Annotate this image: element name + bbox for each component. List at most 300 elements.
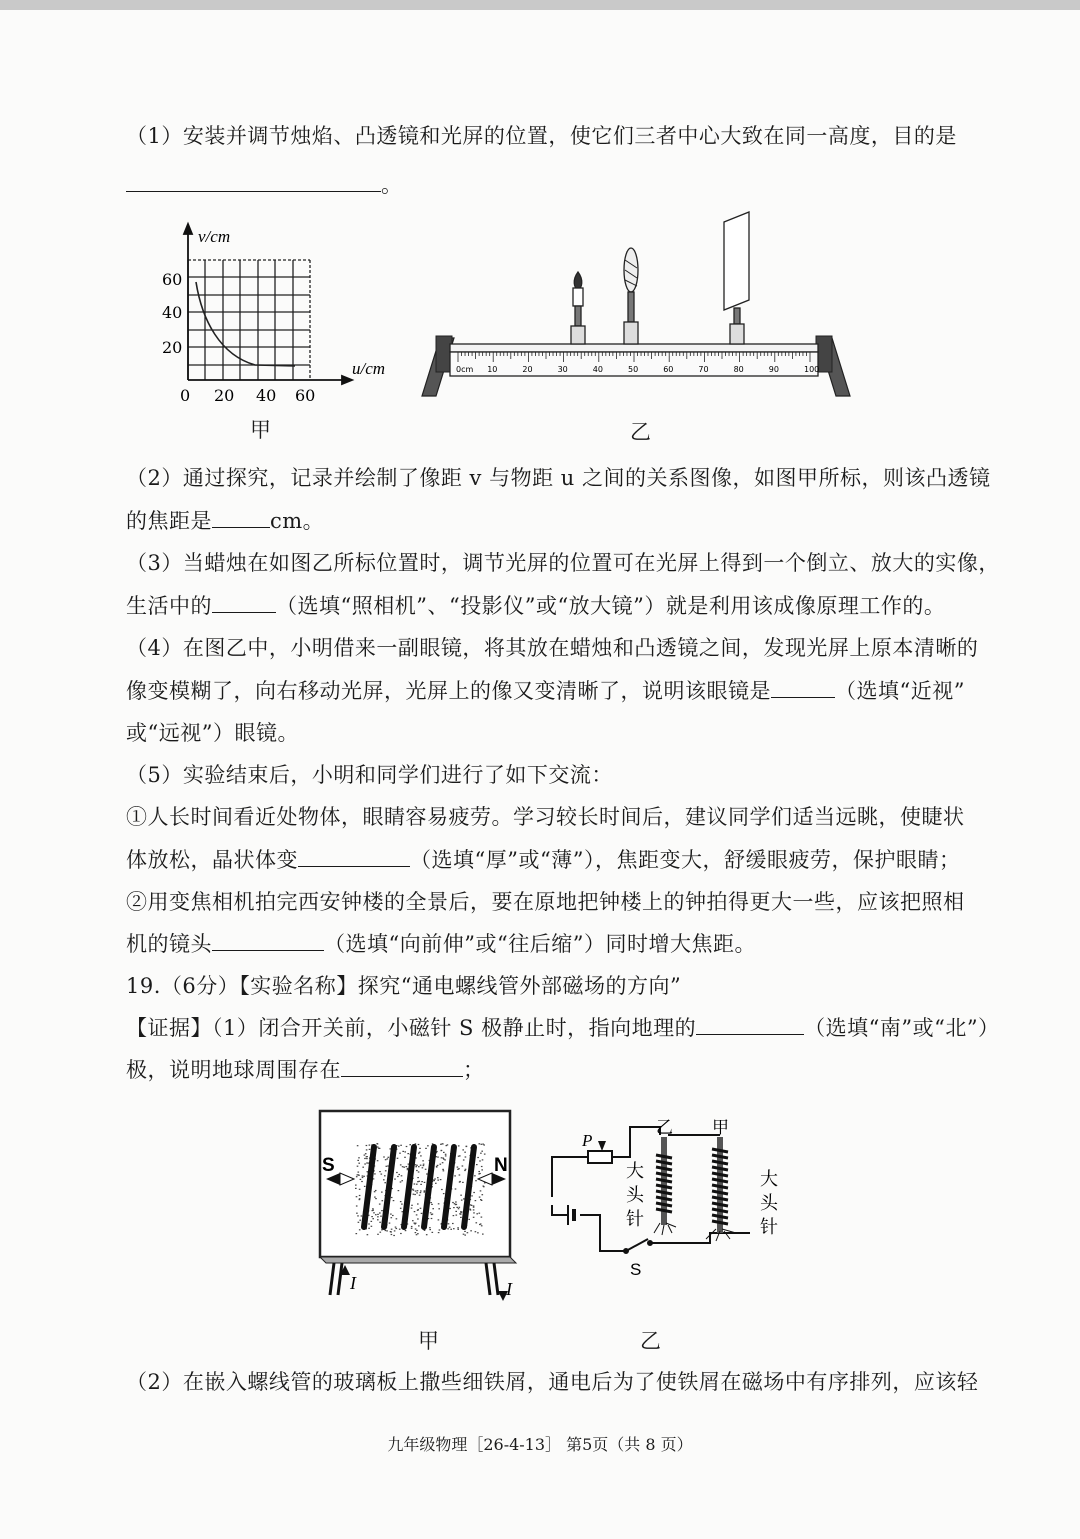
ruler-label: 70 <box>698 365 709 374</box>
iron-filing <box>369 1145 371 1146</box>
iron-filing <box>411 1205 413 1206</box>
answer-blank[interactable] <box>771 677 835 698</box>
iron-filing <box>420 1192 422 1193</box>
iron-filing <box>476 1222 478 1223</box>
iron-filing <box>366 1145 368 1146</box>
iron-filing <box>402 1166 404 1167</box>
pins-right-char: 头 <box>760 1193 778 1214</box>
iron-filing <box>398 1146 400 1147</box>
answer-blank[interactable] <box>298 846 410 867</box>
iron-filing <box>440 1144 442 1145</box>
iron-filing <box>386 1166 388 1167</box>
q18-part2-line2: 的焦距是 cm。 <box>126 509 325 533</box>
iron-filing <box>483 1144 485 1145</box>
iron-filing <box>411 1208 413 1209</box>
iron-filing <box>460 1214 462 1215</box>
coil-turn <box>656 1209 672 1212</box>
iron-filing <box>430 1212 432 1213</box>
iron-filing <box>453 1207 455 1208</box>
iron-filing <box>463 1234 465 1235</box>
iron-filing <box>391 1229 393 1230</box>
iron-filing <box>420 1190 422 1191</box>
iron-filing <box>481 1166 483 1167</box>
iron-filing <box>377 1146 379 1147</box>
iron-filing <box>420 1184 422 1185</box>
iron-filing <box>382 1200 384 1201</box>
iron-filing <box>366 1162 368 1163</box>
solenoid-board <box>300 1105 530 1305</box>
iron-filing <box>417 1233 419 1234</box>
iron-filing <box>457 1167 459 1168</box>
iron-filing <box>398 1190 400 1191</box>
iron-filing <box>426 1234 428 1235</box>
iron-filing <box>426 1173 428 1174</box>
iron-filing <box>452 1223 454 1224</box>
pins-right-char: 大 <box>760 1169 778 1190</box>
iron-filing <box>377 1219 379 1220</box>
coil-turn <box>656 1197 672 1200</box>
iron-filing <box>358 1172 360 1173</box>
iron-filing <box>383 1179 385 1180</box>
iron-filing <box>469 1209 471 1210</box>
iron-filing <box>464 1152 466 1153</box>
iron-filing <box>439 1229 441 1230</box>
pins-left-char: 大 <box>626 1161 644 1182</box>
iron-filing <box>473 1212 475 1213</box>
iron-filing <box>379 1222 381 1223</box>
iron-filing <box>465 1156 467 1157</box>
iron-filing <box>369 1149 371 1150</box>
iron-filing <box>420 1155 422 1156</box>
iron-filing <box>475 1200 477 1201</box>
coil-turn <box>712 1215 728 1218</box>
iron-filing <box>457 1227 459 1228</box>
answer-blank[interactable] <box>341 1056 463 1077</box>
iron-filing <box>422 1167 424 1168</box>
coil-turn <box>712 1167 728 1170</box>
iron-filing <box>407 1169 409 1170</box>
iron-filing <box>393 1200 395 1201</box>
iron-filing <box>377 1216 379 1217</box>
iron-filing <box>418 1225 420 1226</box>
iron-filing <box>458 1208 460 1209</box>
coil-turn <box>656 1167 672 1170</box>
iron-filing <box>415 1232 417 1233</box>
iron-filing <box>363 1176 365 1177</box>
iron-filing <box>374 1197 376 1198</box>
iron-filing <box>359 1229 361 1230</box>
iron-filing <box>389 1223 391 1224</box>
iron-filing <box>450 1229 452 1230</box>
iron-filing <box>399 1229 401 1230</box>
answer-blank[interactable] <box>212 592 276 613</box>
ruler-label: 20 <box>522 365 533 374</box>
iron-filing <box>358 1174 360 1175</box>
iron-filing <box>457 1229 459 1230</box>
answer-blank[interactable] <box>212 507 270 528</box>
coil-right <box>706 1137 736 1241</box>
q18-part5-line5: 机的镜头 （选填“向前伸”或“往后缩”）同时增大焦距。 <box>126 932 756 956</box>
iron-filing <box>357 1166 359 1167</box>
answer-blank[interactable] <box>696 1014 804 1035</box>
iron-filing <box>397 1176 399 1177</box>
iron-filing <box>481 1200 483 1201</box>
rheostat-slider <box>598 1141 606 1151</box>
iron-filing <box>362 1177 364 1178</box>
iron-filing <box>429 1227 431 1228</box>
coil-turn <box>712 1221 728 1224</box>
iron-filing <box>388 1157 390 1158</box>
iron-filing <box>455 1204 457 1205</box>
iron-filing <box>435 1183 437 1184</box>
iron-filing <box>403 1167 405 1168</box>
iron-filing <box>375 1198 377 1199</box>
iron-filing <box>465 1169 467 1170</box>
ruler-label: 60 <box>663 365 674 374</box>
iron-filing <box>396 1172 398 1173</box>
iron-filing <box>412 1189 414 1190</box>
iron-filing <box>417 1203 419 1204</box>
iron-filing <box>429 1229 431 1230</box>
q18-part1-answer-line: 。 <box>126 170 403 200</box>
iron-filing <box>460 1217 462 1218</box>
iron-filing <box>362 1167 364 1168</box>
iron-filing <box>473 1205 475 1206</box>
iron-filing <box>379 1212 381 1213</box>
iron-filing <box>475 1231 477 1232</box>
iron-filing <box>432 1232 434 1233</box>
q18-part5-line4: ②用变焦相机拍完西安钟楼的全景后，要在原地把钟楼上的钟拍得更大一些，应该把照相 <box>126 890 965 914</box>
iron-filing <box>377 1234 379 1235</box>
iron-filing <box>406 1166 408 1167</box>
iron-filing <box>372 1208 374 1209</box>
coil-turn <box>656 1155 672 1158</box>
coil-turn <box>712 1161 728 1164</box>
iron-filing <box>400 1233 402 1234</box>
iron-filing <box>464 1235 466 1236</box>
iron-filing <box>359 1195 361 1196</box>
iron-filing <box>414 1183 416 1184</box>
graph-xlabel: u/cm <box>352 359 386 378</box>
iron-filing <box>391 1197 393 1198</box>
q18-part5-line1: （5）实验结束后，小明和同学们进行了如下交流： <box>126 763 613 787</box>
iron-filing <box>481 1217 483 1218</box>
iron-filing <box>456 1207 458 1208</box>
ruler-label: 30 <box>557 365 568 374</box>
iron-filing <box>415 1223 417 1224</box>
iron-filing <box>459 1182 461 1183</box>
pole-label-n: N <box>494 1155 508 1176</box>
iron-filing <box>386 1230 388 1231</box>
iron-filing <box>373 1212 375 1213</box>
iron-filing <box>474 1175 476 1176</box>
iron-filing <box>355 1188 357 1189</box>
iron-filing <box>357 1145 359 1146</box>
iron-filing <box>432 1208 434 1209</box>
iron-filing <box>420 1208 422 1209</box>
answer-blank[interactable] <box>126 171 381 192</box>
iron-filing <box>445 1154 447 1155</box>
coil-turn <box>656 1179 672 1182</box>
iron-filing <box>473 1192 475 1193</box>
iron-filing <box>479 1160 481 1161</box>
iron-filing <box>401 1204 403 1205</box>
coil-turn <box>712 1203 728 1206</box>
iron-filing <box>391 1234 393 1235</box>
iron-filing <box>445 1155 447 1156</box>
light-screen <box>724 212 749 344</box>
iron-filing <box>453 1228 455 1229</box>
iron-filing <box>356 1213 358 1214</box>
iron-filing <box>368 1223 370 1224</box>
iron-filing <box>419 1181 421 1182</box>
iron-filing <box>416 1184 418 1185</box>
bench-caption: 乙 <box>630 420 651 444</box>
circuit-caption: 乙 <box>640 1329 661 1353</box>
ruler-label: 80 <box>733 365 744 374</box>
iron-filing <box>368 1228 370 1229</box>
iron-filing <box>432 1214 434 1215</box>
iron-filing <box>438 1203 440 1204</box>
iron-filing <box>400 1181 402 1182</box>
iron-filing <box>437 1180 439 1181</box>
iron-filing <box>424 1182 426 1183</box>
iron-filing <box>416 1165 418 1166</box>
iron-filing <box>443 1152 445 1153</box>
iron-filing <box>441 1189 443 1190</box>
iron-filing <box>466 1146 468 1147</box>
iron-filing <box>377 1214 379 1215</box>
iron-filing <box>366 1158 368 1159</box>
iron-filing <box>436 1166 438 1167</box>
iron-filing <box>398 1174 400 1175</box>
coil-turn <box>656 1203 672 1206</box>
q18-part4-line1: （4）在图乙中，小明借来一副眼镜，将其放在蜡烛和凸透镜之间，发现光屏上原本清晰的 <box>126 636 979 660</box>
iron-filing <box>462 1182 464 1183</box>
battery <box>568 1205 574 1225</box>
coil-turn <box>712 1149 728 1152</box>
iron-filing <box>483 1186 485 1187</box>
iron-filing <box>463 1198 465 1199</box>
iron-filing <box>437 1157 439 1158</box>
iron-filing <box>358 1163 360 1164</box>
coil-left <box>654 1137 676 1235</box>
iron-filing <box>380 1216 382 1217</box>
iron-filing <box>364 1163 366 1164</box>
iron-filing <box>454 1175 456 1176</box>
pins-right-char: 针 <box>760 1217 778 1238</box>
iron-filing <box>392 1215 394 1216</box>
graph-xtick: 60 <box>295 386 316 405</box>
iron-filing <box>396 1228 398 1229</box>
board-edge <box>320 1257 516 1263</box>
current-in-label: I <box>350 1273 356 1293</box>
iron-filing <box>473 1209 475 1210</box>
iron-filing <box>418 1144 420 1145</box>
iron-filing <box>431 1218 433 1219</box>
coil-turn <box>712 1179 728 1182</box>
iron-filing <box>433 1179 435 1180</box>
ruler-label: 10 <box>487 365 498 374</box>
q18-part3-line1: （3）当蜡烛在如图乙所标位置时，调节光屏的位置可在光屏上得到一个倒立、放大的实像， <box>126 551 1000 575</box>
iron-filing <box>355 1185 357 1186</box>
iron-filing <box>446 1145 448 1146</box>
iron-filing <box>391 1217 393 1218</box>
iron-filing <box>356 1176 358 1177</box>
iron-filing <box>416 1192 418 1193</box>
iron-filing <box>458 1145 460 1146</box>
iron-filing <box>372 1210 374 1211</box>
iron-filing <box>394 1179 396 1180</box>
iron-filing <box>452 1202 454 1203</box>
iron-filing <box>461 1200 463 1201</box>
iron-filing <box>443 1193 445 1194</box>
iron-filing <box>401 1180 403 1181</box>
iron-filing <box>381 1210 383 1211</box>
iron-filing <box>464 1170 466 1171</box>
iron-filing <box>440 1164 442 1165</box>
coil-turn <box>712 1197 728 1200</box>
candle <box>571 272 585 344</box>
iron-filing <box>468 1219 470 1220</box>
iron-filing <box>471 1195 473 1196</box>
iron-filing <box>442 1143 444 1144</box>
coil-turn <box>712 1173 728 1176</box>
iron-filing <box>484 1154 486 1155</box>
iron-filing <box>396 1218 398 1219</box>
iron-filing <box>449 1208 451 1209</box>
iron-filing <box>462 1165 464 1166</box>
iron-filing <box>407 1153 409 1154</box>
iron-filing <box>374 1191 376 1192</box>
iron-filing <box>462 1149 464 1150</box>
pins-left-char: 头 <box>626 1185 644 1206</box>
iron-filing <box>477 1232 479 1233</box>
iron-filing <box>385 1230 387 1231</box>
iron-filing <box>416 1234 418 1235</box>
iron-filing <box>375 1190 377 1191</box>
iron-filing <box>416 1230 418 1231</box>
iron-filing <box>356 1196 358 1197</box>
graph-ytick: 60 <box>162 270 183 289</box>
iron-filing <box>421 1181 423 1182</box>
q18-part4-line2: 像变模糊了，向右移动光屏，光屏上的像又变清晰了，说明该眼镜是 （选填“近视” <box>126 679 965 703</box>
iron-filing <box>479 1213 481 1214</box>
iron-filing <box>359 1220 361 1221</box>
iron-filing <box>404 1151 406 1152</box>
q18-part5-line3: 体放松，晶状体变 （选填“厚”或“薄”），焦距变大，舒缓眼疲劳，保护眼睛； <box>126 848 961 872</box>
iron-filing <box>407 1168 409 1169</box>
iron-filing <box>419 1148 421 1149</box>
iron-filing <box>479 1224 481 1225</box>
iron-filing <box>364 1155 366 1156</box>
iron-filing <box>470 1230 472 1231</box>
iron-filing <box>447 1228 449 1229</box>
iron-filing <box>478 1173 480 1174</box>
switch <box>624 1239 652 1253</box>
top-frame-bar <box>0 0 1080 10</box>
iron-filing <box>425 1169 427 1170</box>
iron-filing <box>442 1169 444 1170</box>
rheostat <box>588 1151 612 1163</box>
graph-xtick: 0 <box>180 386 191 405</box>
iron-filing <box>356 1205 358 1206</box>
ruler-label: 50 <box>628 365 639 374</box>
iron-filing <box>371 1226 373 1227</box>
iron-filing <box>460 1195 462 1196</box>
iron-filing <box>458 1168 460 1169</box>
iron-filing <box>430 1202 432 1203</box>
answer-blank[interactable] <box>212 930 324 951</box>
iron-filing <box>477 1157 479 1158</box>
iron-filing <box>455 1188 457 1189</box>
graph-v-vs-u <box>150 220 410 415</box>
iron-filing <box>455 1211 457 1212</box>
iron-filing <box>385 1159 387 1160</box>
iron-filing <box>476 1213 478 1214</box>
iron-filing <box>434 1178 436 1179</box>
iron-filing <box>371 1216 373 1217</box>
iron-filing <box>470 1204 472 1205</box>
iron-filing <box>423 1164 425 1165</box>
iron-filing <box>415 1166 417 1167</box>
iron-filing <box>440 1179 442 1180</box>
current-out-label: I <box>506 1279 512 1299</box>
iron-filing <box>414 1223 416 1224</box>
iron-filing <box>399 1153 401 1154</box>
iron-filing <box>449 1227 451 1228</box>
rheostat-label: P <box>582 1131 593 1150</box>
iron-filing <box>361 1215 363 1216</box>
iron-filing <box>464 1231 466 1232</box>
iron-filing <box>427 1145 429 1146</box>
optical-bench <box>418 208 858 408</box>
iron-filing <box>412 1220 414 1221</box>
iron-filing <box>367 1234 369 1235</box>
iron-filing <box>364 1158 366 1159</box>
iron-filing <box>411 1228 413 1229</box>
iron-filing <box>482 1194 484 1195</box>
iron-filing <box>441 1157 443 1158</box>
iron-filing <box>384 1175 386 1176</box>
q19-evidence-line2: 极，说明地球周围存在 ； <box>126 1058 485 1082</box>
iron-filing <box>448 1223 450 1224</box>
coil-turn <box>712 1185 728 1188</box>
iron-filing <box>418 1166 420 1167</box>
pole-label-s: S <box>322 1155 335 1176</box>
iron-filing <box>467 1232 469 1233</box>
q18-part4-line3: 或“远视”）眼镜。 <box>126 721 299 745</box>
iron-filing <box>419 1195 421 1196</box>
iron-filing <box>441 1150 443 1151</box>
iron-filing <box>431 1204 433 1205</box>
iron-filing <box>383 1156 385 1157</box>
iron-filing <box>455 1201 457 1202</box>
iron-filing <box>411 1226 413 1227</box>
iron-filing <box>444 1159 446 1160</box>
iron-filing <box>459 1155 461 1156</box>
iron-filing <box>390 1231 392 1232</box>
iron-filing <box>359 1199 361 1200</box>
iron-filing <box>417 1177 419 1178</box>
iron-filing <box>379 1148 381 1149</box>
graph-ylabel: v/cm <box>198 227 231 246</box>
iron-filing <box>416 1214 418 1215</box>
iron-filing <box>360 1179 362 1180</box>
iron-filing <box>364 1186 366 1187</box>
iron-filing <box>377 1160 379 1161</box>
iron-filing <box>480 1190 482 1191</box>
